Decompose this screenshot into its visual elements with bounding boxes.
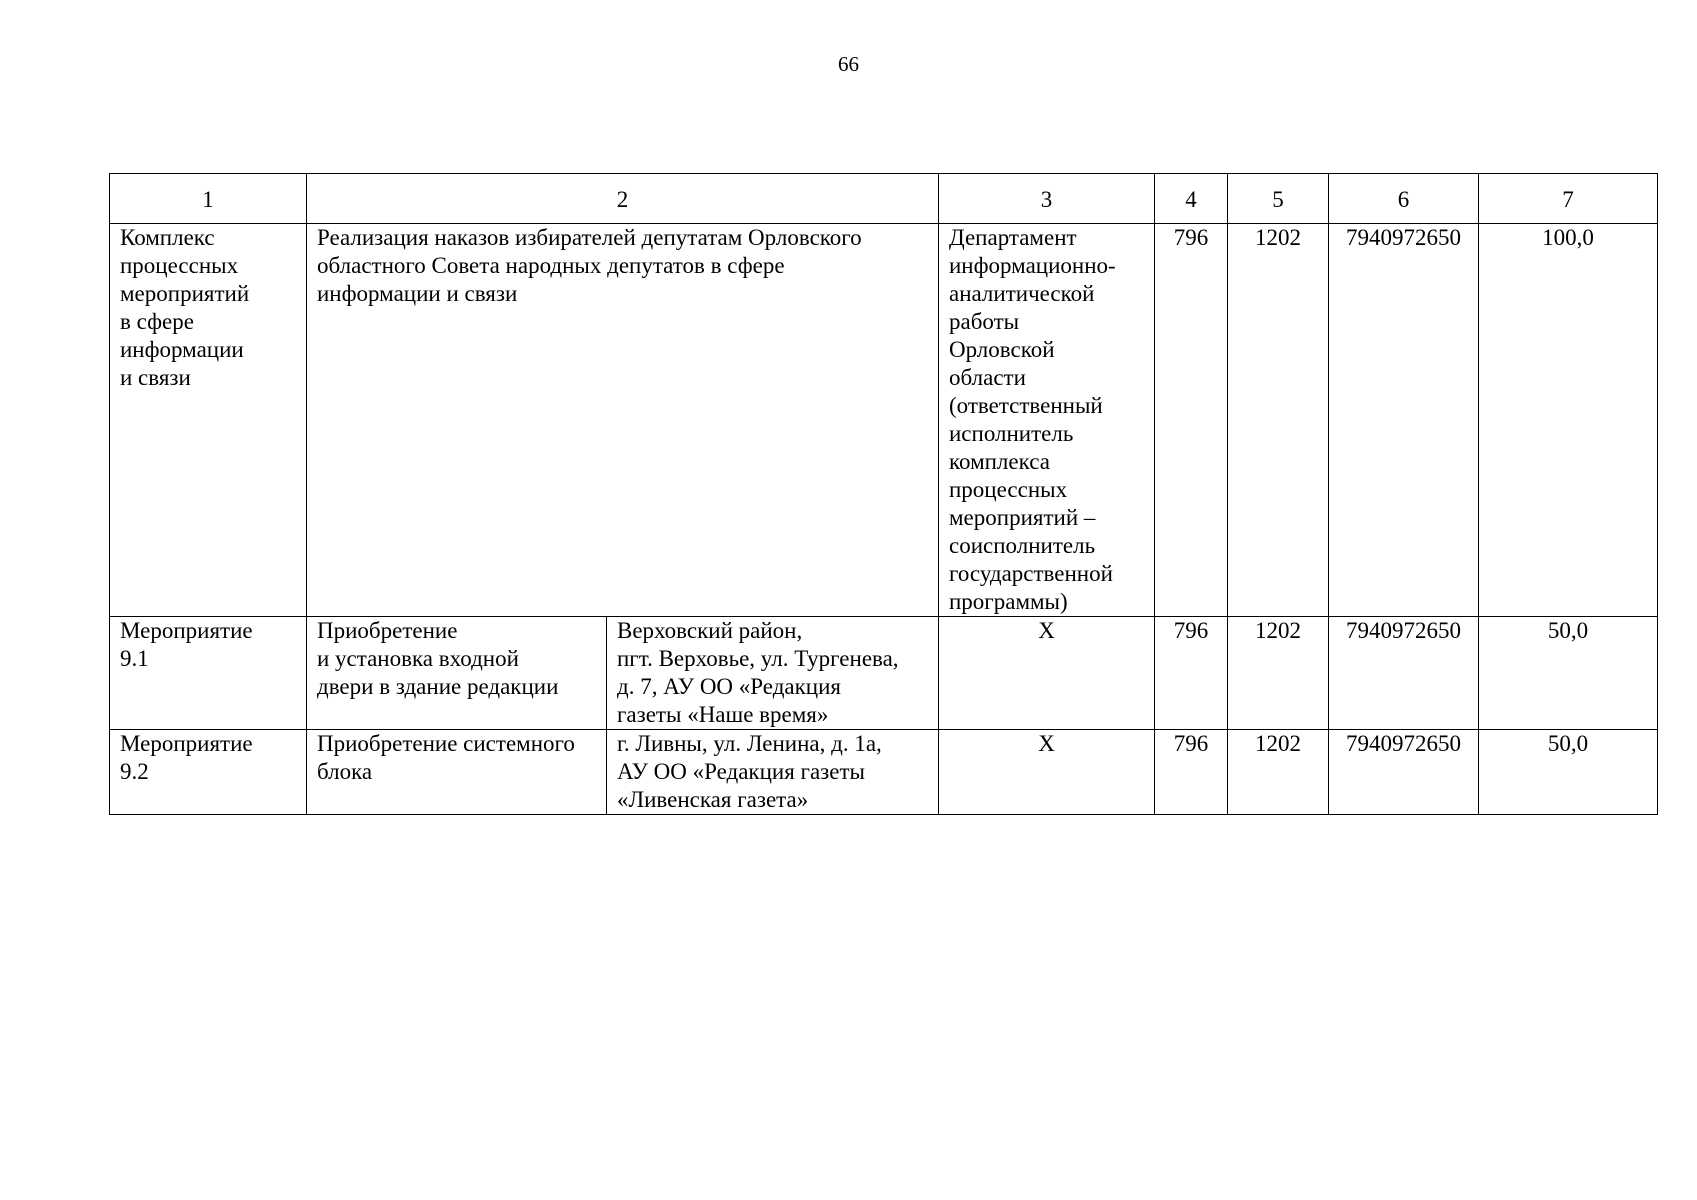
complex-target-code-cell: 7940972650 [1329,224,1479,617]
activity-9-1-name-cell: Мероприятие 9.1 [110,617,307,730]
table-row-9-2 [110,730,1658,815]
complex-code-796-cell: 796 [1155,224,1228,617]
header-cell-3: 3 [939,174,1155,224]
activity-9-1-code-796-cell: 796 [1155,617,1228,730]
activity-9-1-target-code-cell: 7940972650 [1329,617,1479,730]
activity-9-1-code-1202-cell: 1202 [1228,617,1329,730]
table-row-9-1 [110,617,1658,730]
activity-9-2-code-1202-cell: 1202 [1228,730,1329,815]
header-cell-4: 4 [1155,174,1228,224]
complex-description-cell: Реализация наказов избирателей депутатам Орловского областного Совета народных депутатов в сфере информации и связи [307,224,939,617]
complex-code-1202-cell: 1202 [1228,224,1329,617]
activity-9-1-executor-cell: Х [939,617,1155,730]
header-cell-7: 7 [1479,174,1658,224]
page-number: 66 [838,52,859,76]
complex-executor-cell: Департамент информационно- аналитической работы Орловской области (ответственный исполнитель комплекса процессных мероприятий – соисполнитель государственной программы) [939,224,1155,617]
table-row-complex [110,224,1658,617]
table-header-row [110,174,1658,224]
activity-9-2-description-cell: Приобретение системного блока [307,730,607,815]
activity-9-2-code-796-cell: 796 [1155,730,1228,815]
activity-9-2-executor-cell: Х [939,730,1155,815]
activity-9-1-amount-cell: 50,0 [1479,617,1658,730]
activity-9-2-name-cell: Мероприятие 9.2 [110,730,307,815]
activity-9-1-address-cell: Верховский район, пгт. Верховье, ул. Тургенева, д. 7, АУ ОО «Редакция газеты «Наше время» [607,617,939,730]
complex-name-cell: Комплекс процессных мероприятий в сфере информации и связи [110,224,307,617]
header-cell-5: 5 [1228,174,1329,224]
header-cell-1: 1 [110,174,307,224]
activity-9-2-address-cell: г. Ливны, ул. Ленина, д. 1а, АУ ОО «Редакция газеты «Ливенская газета» [607,730,939,815]
program-table [109,173,1658,815]
activity-9-2-amount-cell: 50,0 [1479,730,1658,815]
complex-amount-cell: 100,0 [1479,224,1658,617]
header-cell-2: 2 [307,174,939,224]
header-cell-6: 6 [1329,174,1479,224]
activity-9-2-target-code-cell: 7940972650 [1329,730,1479,815]
activity-9-1-description-cell: Приобретение и установка входной двери в здание редакции [307,617,607,730]
